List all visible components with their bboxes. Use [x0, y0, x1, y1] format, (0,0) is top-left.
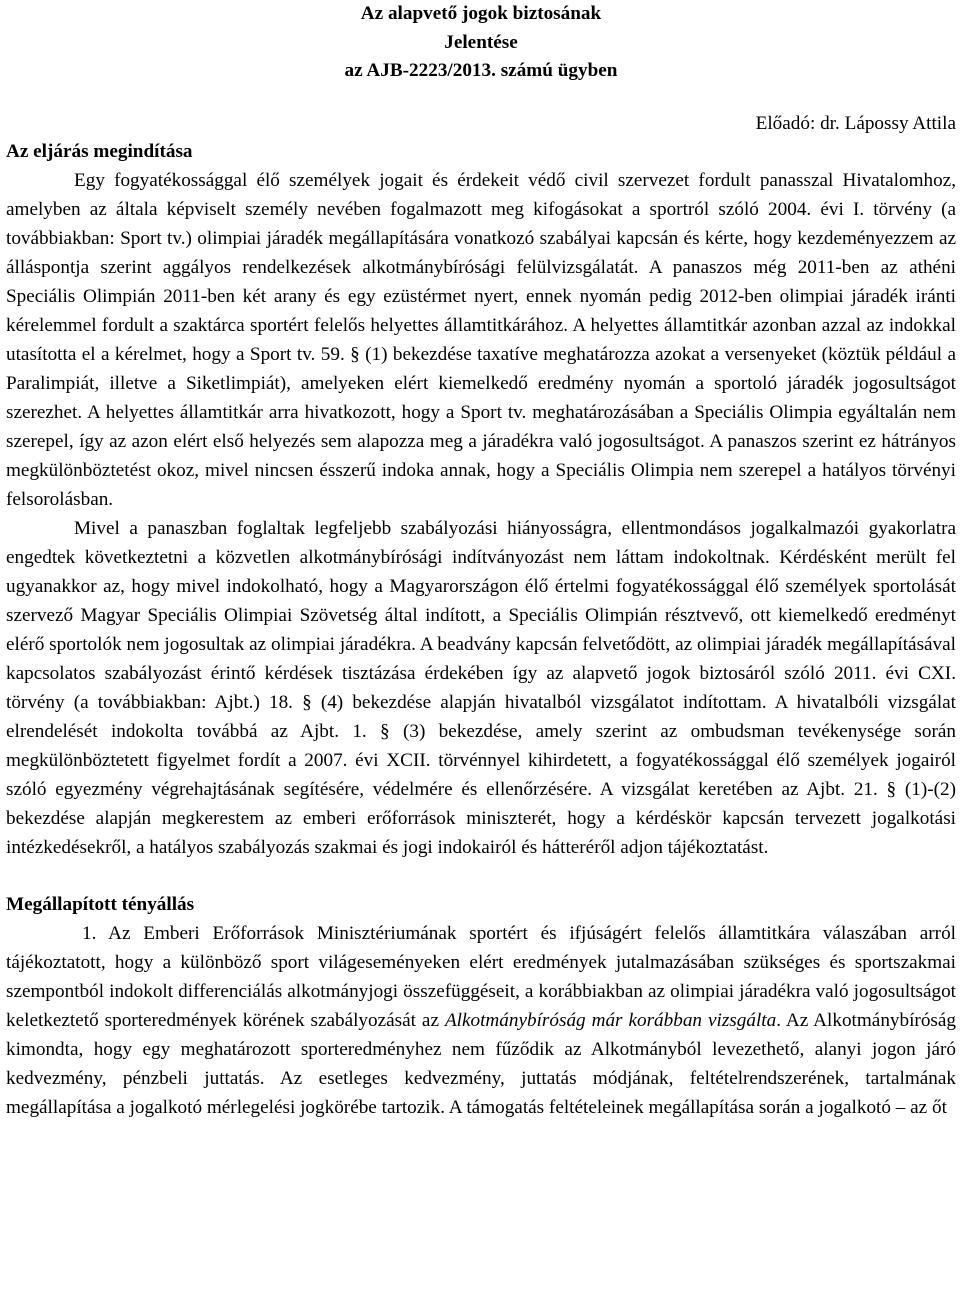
paragraph-initiation-2: Mivel a panaszban foglaltak legfeljebb szabályozási hiányosságra, ellentmondásos jogalkalmazói gyakorlatra engedtek következtetni a közvetlen alkotmánybírósági indítványozást nem láttam indokoltnak. Kérdésként merült fel ugyanakkor az, hogy mivel indokolható, hogy a Magyarországon élő értelmi fogyatékossággal élő személyek sportolását szervező Magyar Speciális Olimpiai Szövetség által indított, a Speciális Olimpián résztvevő, ott kiemelkedő eredményt elérő sportolók nem jogosultak az olimpiai járadékra. A beadvány kapcsán felvetődött, az olimpiai járadék megállapításával kapcsolatos szabályozást érintő kérdések tisztázása érdekében így az alapvető jogok biztosáról szóló 2011. évi CXI. törvény (a továbbiakban: Ajbt.) 18. § (4) bekezdése alapján hivatalból vizsgálatot indítottam. A hivatalbóli vizsgálat elrendelését indokolta továbbá az Ajbt. 1. § (3) bekezdése, amely szerint az ombudsman tevékenysége során megkülönböztetett figyelmet fordít a 2007. évi XCII. törvénnyel kihirdetett, a fogyatékossággal élő személyek jogairól szóló egyezmény végrehajtásának segítésére, védelmére és ellenőrzésére. A vizsgálat keretében az Ajbt. 21. § (1)-(2) bekezdése alapján megkerestem az emberi erőforrások miniszterét, hogy a kérdéskör kapcsán tervezett jogalkotási intézkedésekről, a hatályos szabályozás szakmai és jogi indokairól és hátteréről adjon tájékoztatást. [6, 517, 956, 858]
section-heading-facts: Megállapított tényállás [6, 893, 195, 915]
paragraph-facts-1-text-a: 1. Az Emberi Erőforrások Minisztériumának sportért és ifjúságért felelős államtitkára válaszában arról tájékoztatott, hogy a különböző sport világeseményeken elért eredmények jutalmazásában szükséges és sportszakmai szempontból indokolt differenciálás alkotmányjogi összefüggéseit, a korábbiakban az olimpiai járadékra való jogosultságot keletkeztető sporteredmények körének szabályozását az [6, 922, 956, 1031]
title-line-1: Az alapvető jogok biztosának [360, 3, 602, 24]
document-page [6, 0, 956, 1122]
presenter-line: Előadó: dr. Lápossy Attila [755, 112, 956, 134]
section-heading-initiation: Az eljárás megindítása [6, 140, 193, 162]
paragraph-facts-1 [6, 919, 956, 1122]
paragraph-initiation-1: Egy fogyatékossággal élő személyek jogait és érdekeit védő civil szervezet fordult panasszal Hivatalomhoz, amelyben az általa képviselt személy nevében fogalmazott meg kifogásokat a sportról szóló 2004. évi I. törvény (a továbbiakban: Sport tv.) olimpiai járadék megállapítására vonatkozó szabályai kapcsán és kérte, hogy kezdeményezzem az álláspontja szerint aggályos rendelkezések alkotmánybírósági felülvizsgálatát. A panaszos még 2011-ben az athéni Speciális Olimpián 2011-ben két arany és egy ezüstérmet nyert, ennek nyomán pedig 2012-ben olimpiai járadék iránti kérelemmel fordult a szaktárca sportért felelős helyettes államtitkárához. A helyettes államtitkár azonban azzal az indokkal utasította el a kérelmet, hogy a Sport tv. 59. § (1) bekezdése taxatíve meghatározza azokat a versenyeket (köztük például a Paralimpiát, illetve a Siketlimpiát), amelyeken elért kiemelkedő eredmény nyomán a sportoló járadék jogosultságot szerezhet. A helyettes államtitkár arra hivatkozott, hogy a Sport tv. meghatározásában a Speciális Olimpia egyáltalán nem szerepel, így az azon elért első helyezés sem alapozza meg a járadékra való jogosultságot. A panaszos szerint ez hátrányos megkülönböztetést okoz, mivel nincsen ésszerű indoka annak, hogy a Speciális Olimpia nem szerepel a hatályos törvényi felsorolásban. [6, 169, 956, 510]
paragraph-facts-1-text-b: . Az Alkotmánybíróság kimondta, hogy egy meghatározott sporteredményhez nem fűződik az Alkotmányból levezethető, alanyi jogon járó kedvezmény, pénzbeli juttatás. Az esetleges kedvezmény, juttatás módjának, feltételrendszerének, tartalmának megállapítása a jogalkotó mérlegelési jogkörébe tartozik. A támogatás feltételeinek megállapítása során a jogalkotó – az őt [6, 1009, 956, 1118]
title-line-3: az AJB-2223/2013. számú ügyben [344, 60, 618, 81]
document-title [6, 0, 956, 86]
section-spacer [6, 862, 956, 890]
title-line-2: Jelentése [444, 31, 518, 53]
paragraph-facts-1-italic: Alkotmánybíróság már korábban vizsgálta [444, 1009, 777, 1031]
